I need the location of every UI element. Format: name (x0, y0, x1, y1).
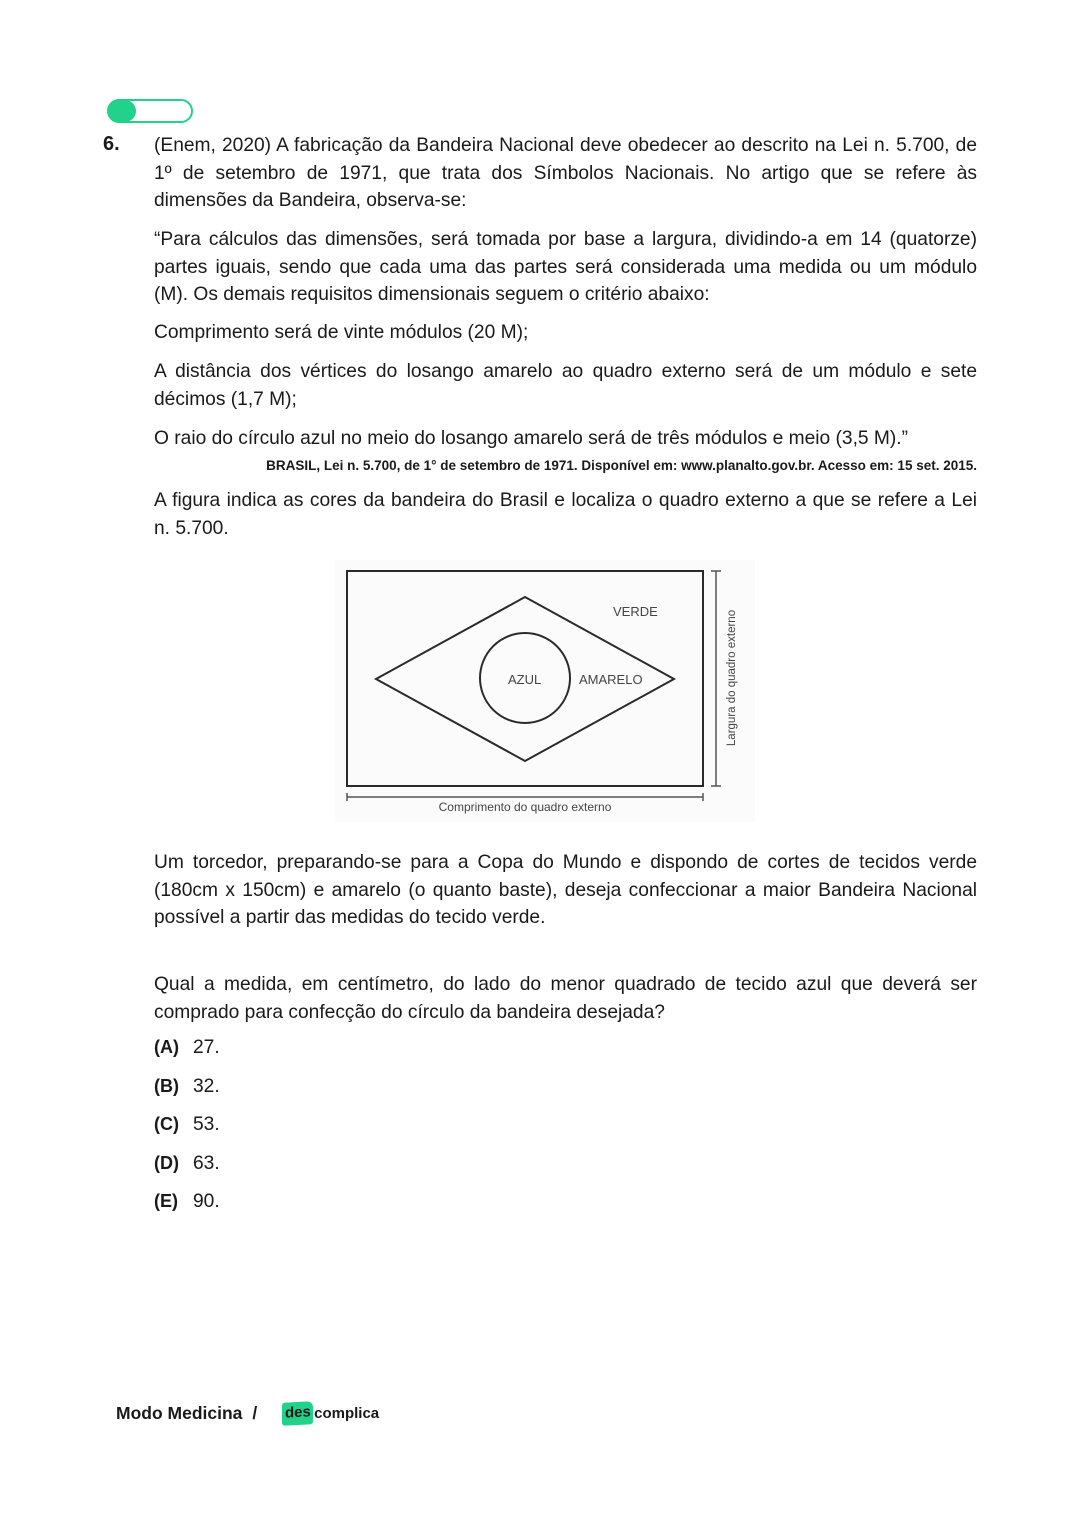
scenario-text: Um torcedor, preparando-se para a Copa do Mundo e dispondo de cortes de tecidos verde (180cm x 150cm) e amarelo (o quanto baste), deseja confeccionar a maior Bandeira Nacional possível a partir das medidas do tecido verde. (154, 852, 977, 928)
progress-toggle (107, 99, 193, 123)
option-e[interactable] (154, 1191, 220, 1230)
citation-source: BRASIL, Lei n. 5.700, de 1° de setembro de 1971. Disponível em: www.planalto.gov.br. Acesso em: 15 set. 2015. (266, 458, 977, 473)
figure-intro: A figura indica as cores da bandeira do Brasil e localiza o quadro externo a que se refere a Lei n. 5.700. (154, 490, 977, 539)
option-a[interactable] (154, 1037, 220, 1076)
flag-diagram (335, 560, 755, 822)
option-d[interactable] (154, 1153, 220, 1192)
page-footer (116, 1399, 379, 1427)
label-length: Comprimento do quadro externo (438, 800, 612, 814)
option-b[interactable] (154, 1076, 220, 1115)
label-width: Largura do quadro externo (726, 609, 738, 747)
option-letter: (E) (154, 1191, 178, 1211)
option-value: 27. (193, 1037, 220, 1058)
question-prompt: Qual a medida, em centímetro, do lado do menor quadrado de tecido azul que deverá ser comprado para confecção do círculo da bandeira desejada? (154, 974, 977, 1023)
option-value: 53. (193, 1114, 220, 1135)
option-letter: (D) (154, 1152, 179, 1173)
answer-options (154, 1037, 220, 1230)
option-value: 32. (193, 1075, 220, 1097)
logo-des: des (282, 1401, 313, 1426)
label-azul: AZUL (508, 672, 542, 687)
option-letter: (B) (154, 1075, 179, 1096)
option-value: 63. (193, 1152, 220, 1174)
quote-paragraph-4: O raio do círculo azul no meio do losango amarelo será de três módulos e meio (3,5 M).” (154, 428, 908, 449)
question-number: 6. (103, 133, 120, 155)
descomplica-logo (282, 1402, 379, 1425)
label-verde: VERDE (613, 604, 658, 619)
option-c[interactable] (154, 1114, 220, 1153)
quote-paragraph-1: “Para cálculos das dimensões, será tomada por base a largura, dividindo-a em 14 (quatorze) partes iguais, sendo que cada uma das partes será considerada uma medida ou um módulo (M). Os demais requisitos dimensionais seguem o critério abaixo: (154, 229, 977, 305)
option-letter: (A) (154, 1037, 179, 1057)
footer-brand: Modo Medicina (116, 1402, 243, 1423)
label-amarelo: AMARELO (579, 672, 643, 687)
question-intro: (Enem, 2020) A fabricação da Bandeira Nacional deve obedecer ao descrito na Lei n. 5.700, de 1º de setembro de 1971, que trata dos Símbolos Nacionais. No artigo que se refere às dimensões da Bandeira, observa-se: (154, 135, 977, 211)
toggle-knob (108, 100, 136, 122)
option-value: 90. (193, 1191, 220, 1212)
quote-paragraph-3: A distância dos vértices do losango amarelo ao quadro externo será de um módulo e sete décimos (1,7 M); (154, 361, 977, 410)
footer-separator: / (252, 1402, 258, 1423)
option-letter: (C) (154, 1114, 179, 1134)
logo-complica: complica (314, 1404, 380, 1422)
quote-paragraph-2: Comprimento será de vinte módulos (20 M); (154, 322, 529, 343)
